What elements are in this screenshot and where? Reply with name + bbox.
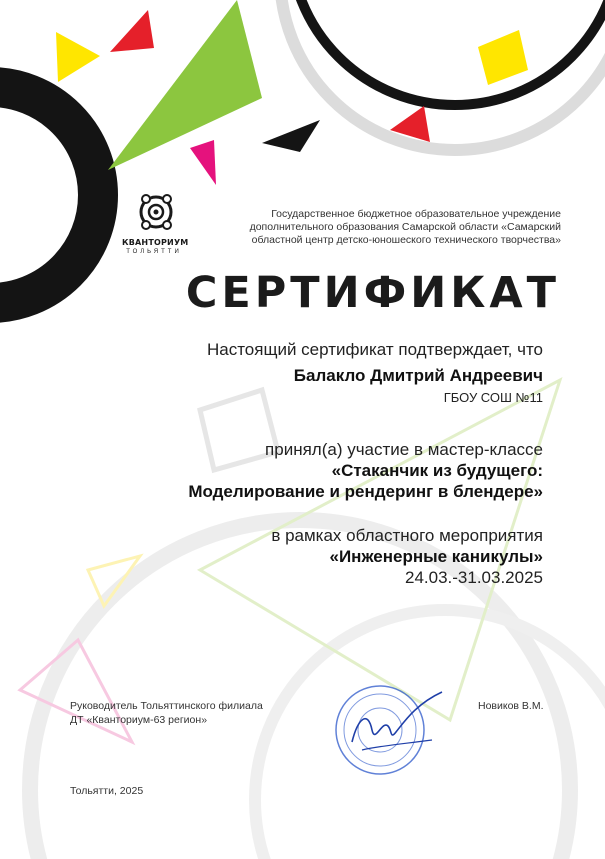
recipient-name: Балакло Дмитрий Андреевич bbox=[293, 366, 543, 385]
black-triangle bbox=[262, 120, 320, 152]
black-ring-top bbox=[290, 0, 605, 105]
master-class-title-line-2: Моделирование и рендеринг в блендере» bbox=[188, 482, 543, 501]
signature-mark bbox=[352, 692, 442, 742]
certificate-title: СЕРТИФИКАТ bbox=[185, 268, 560, 318]
recipient-school: ГБОУ СОШ №11 bbox=[443, 390, 543, 405]
signer-name: Новиков В.М. bbox=[478, 700, 544, 712]
master-class-title-line-1: «Стаканчик из будущего: bbox=[331, 461, 543, 480]
event-name: «Инженерные каникулы» bbox=[329, 547, 543, 566]
event-framework-text: в рамках областного мероприятия bbox=[271, 526, 543, 545]
red-triangle-top bbox=[110, 10, 154, 52]
kvantorium-emblem-icon bbox=[141, 195, 171, 229]
official-stamp bbox=[332, 680, 452, 780]
black-ring-left bbox=[0, 87, 98, 303]
green-triangle bbox=[108, 0, 262, 170]
event-dates: 24.03.-31.03.2025 bbox=[404, 568, 543, 587]
city-year: Тольятти, 2025 bbox=[70, 785, 144, 797]
signer-position-line-1: Руководитель Тольяттинского филиала bbox=[70, 700, 263, 712]
organization-line-1: Государственное бюджетное образовательное учреждение bbox=[271, 208, 561, 220]
yellow-triangle bbox=[56, 32, 100, 82]
confirm-text: Настоящий сертификат подтверждает, что bbox=[206, 340, 543, 359]
participation-text: принял(а) участие в мастер-классе bbox=[265, 440, 543, 459]
organization-line-2: дополнительного образования Самарской области «Самарский bbox=[249, 221, 561, 233]
signer-position-line-2: ДТ «Кванториум-63 регион» bbox=[70, 714, 208, 726]
organization-header bbox=[221, 208, 561, 247]
logo-city: ТОЛЬЯТТИ bbox=[126, 249, 182, 255]
yellow-square bbox=[478, 30, 528, 85]
organization-line-3: областной центр детско-юношеского технического творчества» bbox=[251, 234, 561, 246]
magenta-triangle bbox=[190, 140, 216, 185]
logo-name: КВАНТОРИУМ bbox=[122, 238, 189, 247]
